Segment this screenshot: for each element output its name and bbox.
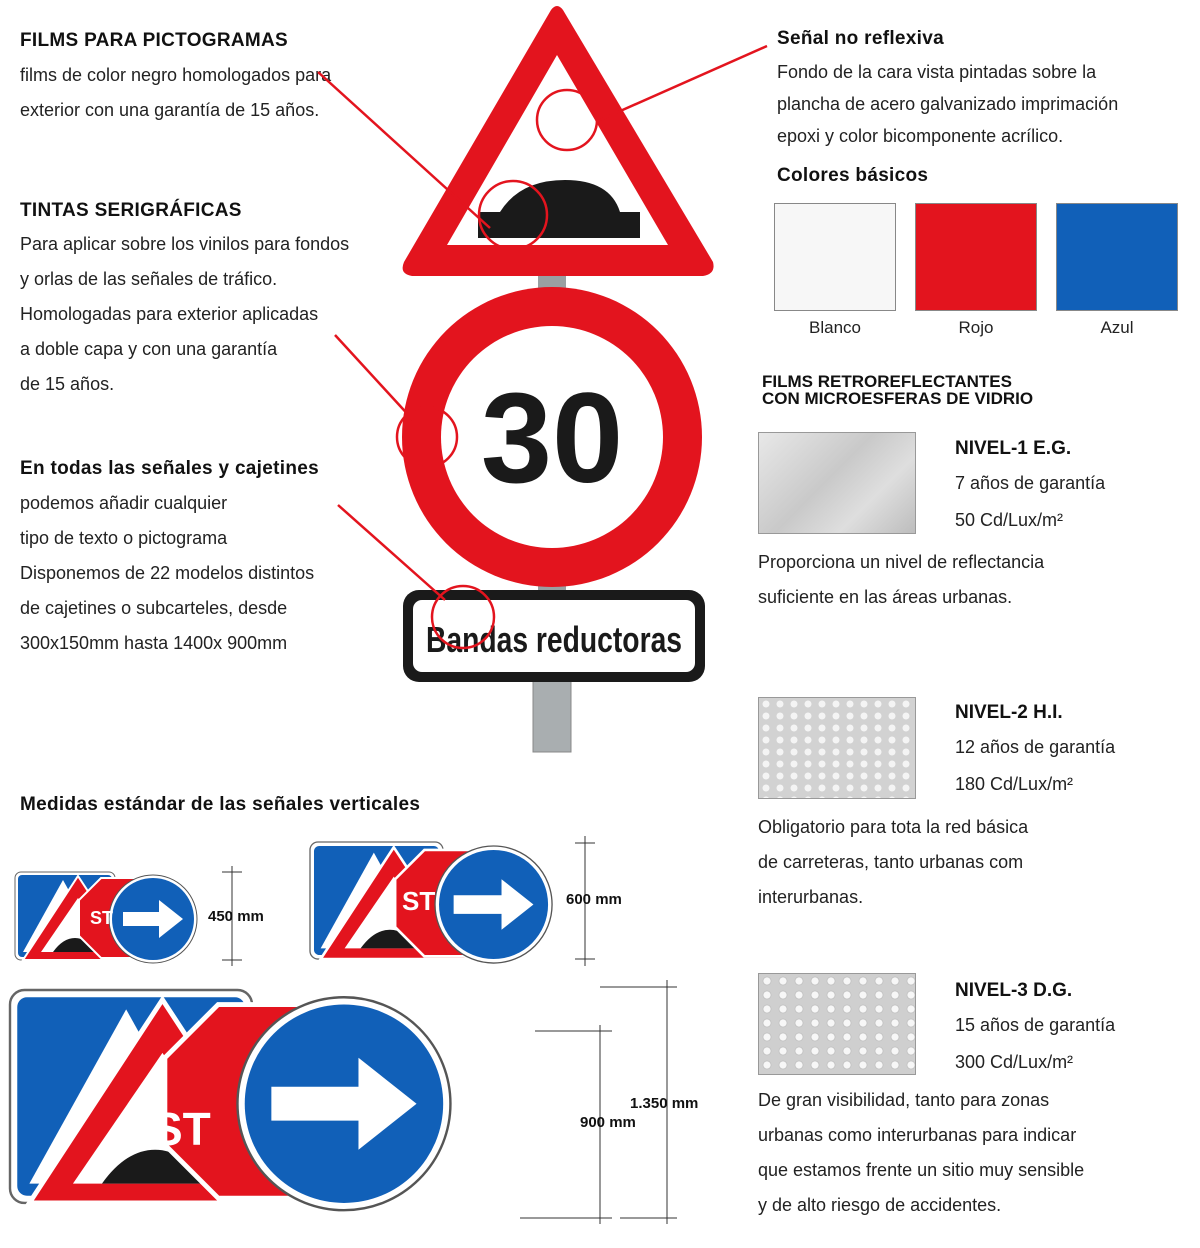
tintas-body: Para aplicar sobre los vinilos para fondos y orlas de las señales de tráfico. Homologadas para exterior aplicadas a doble capa y con una garantía de 15 años. xyxy=(20,234,350,394)
tintas-title: TINTAS SERIGRÁFICAS xyxy=(20,200,242,221)
nivel-1-desc: Proporciona un nivel de reflectancia suficiente en las áreas urbanas. xyxy=(758,552,1045,607)
nivel-3-warranty: 15 años de garantía xyxy=(955,1015,1116,1035)
nivel-1-value: 50 Cd/Lux/m² xyxy=(955,510,1064,530)
nivel-1-warranty: 7 años de garantía xyxy=(955,473,1106,493)
nivel-2-name: NIVEL-2 H.I. xyxy=(955,702,1063,723)
cajetines-body: podemos añadir cualquier tipo de texto o pictograma Disponemos de 22 modelos distintos de cajetines o subcarteles, desde 300x150mm hasta 1400x 900mm xyxy=(20,493,315,653)
film-sample-nivel-1 xyxy=(758,432,916,534)
film-sample-nivel-3 xyxy=(758,973,916,1075)
nivel-3-value: 300 Cd/Lux/m² xyxy=(955,1052,1074,1072)
no-reflexiva-title: Señal no reflexiva xyxy=(777,28,944,49)
swatch-azul xyxy=(1056,203,1178,311)
no-reflexiva-body: Fondo de la cara vista pintadas sobre la plancha de acero galvanizado imprimación epoxi y color bicomponente acrílico. xyxy=(777,62,1119,146)
nivel-2-warranty: 12 años de garantía xyxy=(955,737,1116,757)
swatch-label-blanco: Blanco xyxy=(809,318,861,337)
swatch-rojo xyxy=(915,203,1037,311)
colores-title: Colores básicos xyxy=(777,165,929,186)
swatch-blanco xyxy=(774,203,896,311)
stop-label-small: ST xyxy=(90,908,114,928)
swatch-label-azul: Azul xyxy=(1100,318,1134,337)
film-sample-nivel-2 xyxy=(758,697,916,799)
stop-label-medium: ST xyxy=(402,886,436,916)
stop-label-large: ST xyxy=(152,1103,211,1155)
medidas-title: Medidas estándar de las señales verticales xyxy=(20,794,421,815)
nivel-3-name: NIVEL-3 D.G. xyxy=(955,980,1073,1001)
films-pictogramas-body: films de color negro homologados para exterior con una garantía de 15 años. xyxy=(20,65,332,120)
dimension-900: 900 mm xyxy=(580,1114,636,1131)
cajetines-title: En todas las señales y cajetines xyxy=(20,458,319,479)
nivel-2-desc: Obligatorio para tota la red básica de carreteras, tanto urbanas com interurbanas. xyxy=(758,817,1029,907)
dimension-1350: 1.350 mm xyxy=(630,1095,699,1112)
subplate-text: Bandas reductoras xyxy=(426,619,682,660)
nivel-2-value: 180 Cd/Lux/m² xyxy=(955,774,1074,794)
dimension-450: 450 mm xyxy=(208,908,264,925)
dimension-600: 600 mm xyxy=(566,891,622,908)
retro-title xyxy=(762,373,1033,407)
sign-group-900 xyxy=(10,990,450,1210)
retro-title-line1: FILMS RETROREFLECTANTES xyxy=(762,372,1012,391)
nivel-1-name: NIVEL-1 E.G. xyxy=(955,438,1072,459)
films-pictogramas-title: FILMS PARA PICTOGRAMAS xyxy=(20,30,289,51)
retro-title-line2: CON MICROESFERAS DE VIDRIO xyxy=(762,389,1034,408)
speed-limit-number: 30 xyxy=(480,367,624,510)
nivel-3-desc: De gran visibilidad, tanto para zonas urbanas como interurbanas para indicar que estamos frente un sitio muy sensible y de alto riesgo de accidentes. xyxy=(758,1090,1085,1215)
swatch-label-rojo: Rojo xyxy=(958,318,994,337)
